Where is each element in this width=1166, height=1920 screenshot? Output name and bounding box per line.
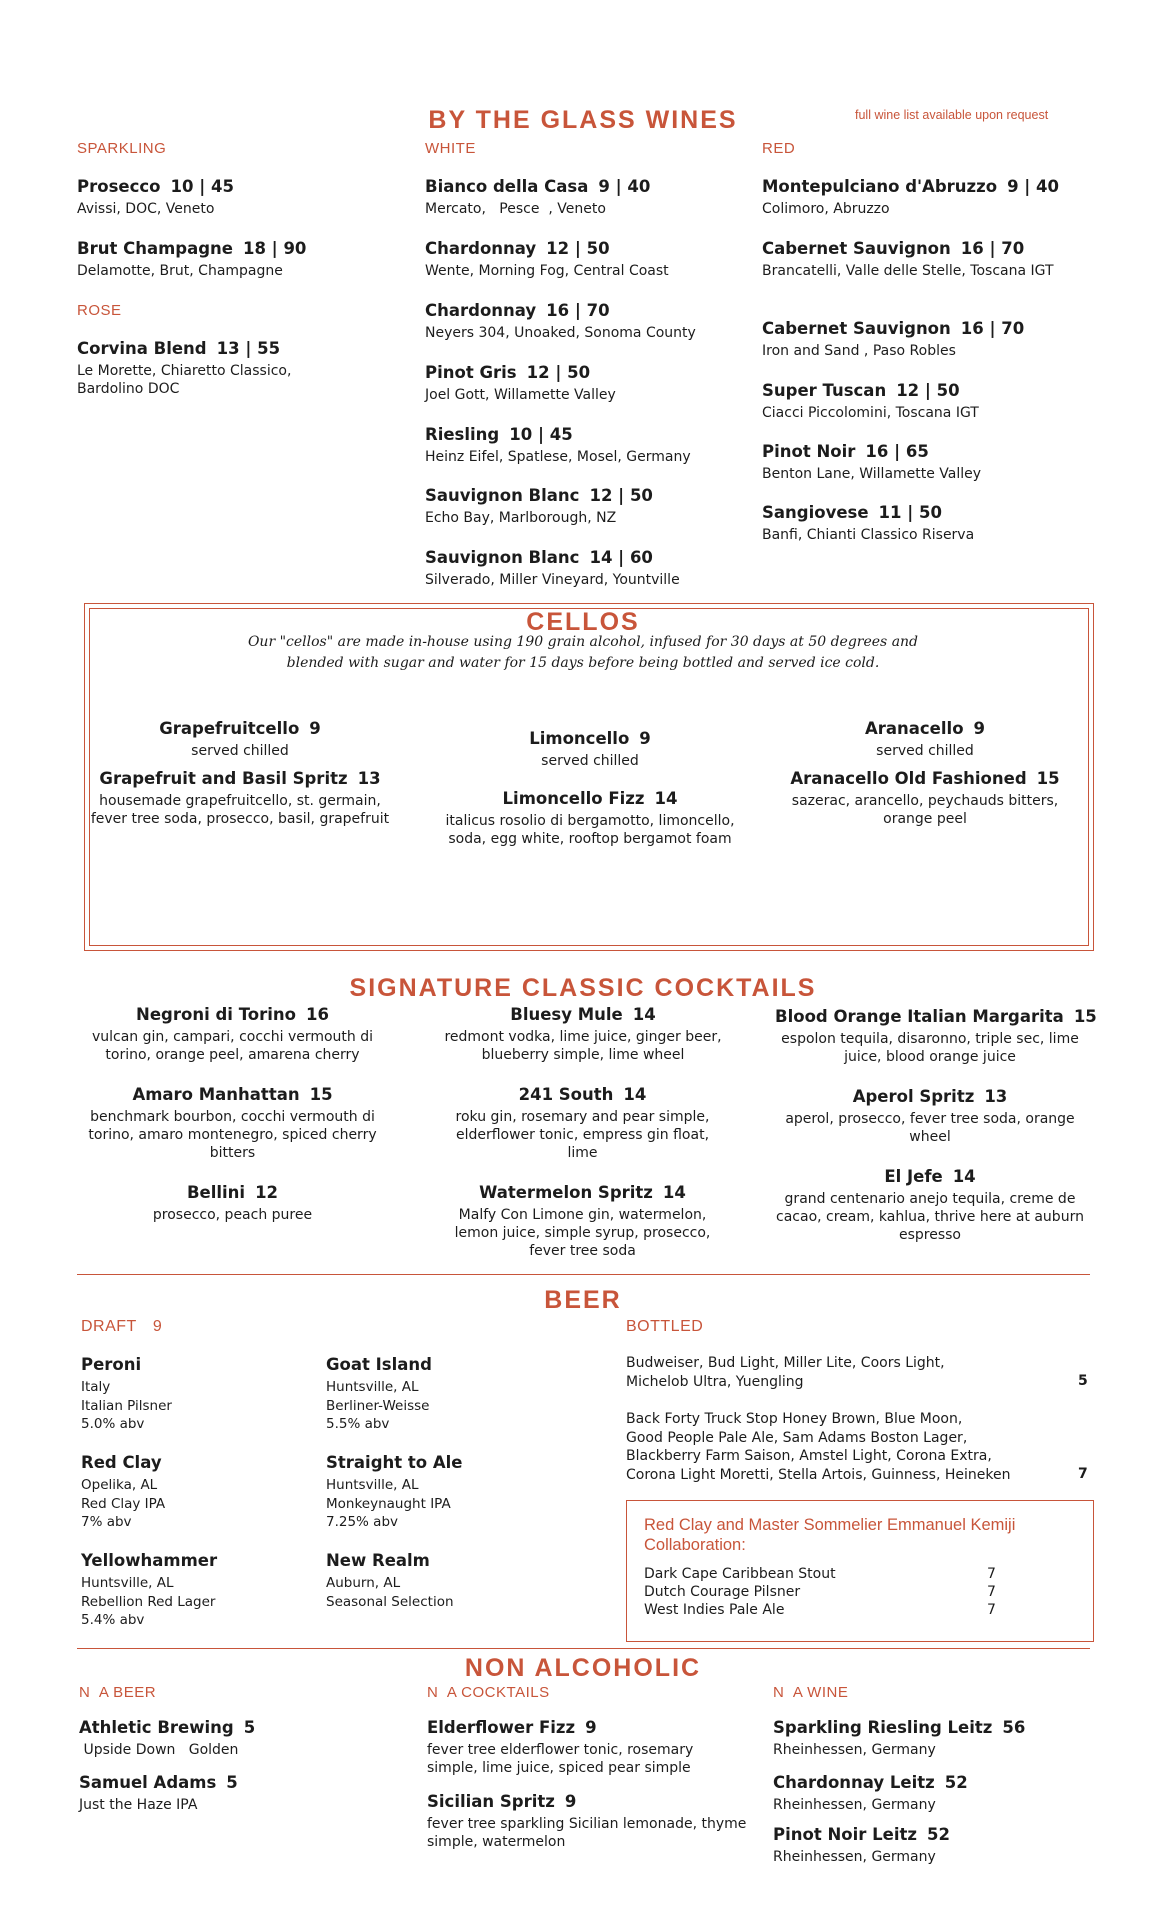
na-beer-item — [79, 1717, 379, 1759]
cocktail-desc: benchmark bourbon, cocchi vermouth di torino, amaro montenegro, spiced cherry bitters — [88, 1109, 377, 1161]
cocktail-price: 15 — [309, 1085, 333, 1104]
beer-origin: Huntsville, AL — [326, 1379, 419, 1395]
wine-item — [77, 238, 377, 280]
cello-name: Grapefruit and Basil Spritz — [99, 769, 348, 788]
cello-price: 9 — [973, 719, 986, 738]
cello-desc: served chilled — [191, 743, 289, 759]
wine-name: Bianco della Casa — [425, 177, 589, 196]
collab-item — [644, 1583, 1004, 1601]
wine-price: 14 | 60 — [589, 548, 653, 567]
wine-name: Sangiovese — [762, 503, 869, 522]
cellos-title: CELLOS — [526, 608, 640, 636]
wine-price: 18 | 90 — [242, 239, 307, 258]
wine-price: 9 | 40 — [598, 177, 651, 196]
na-cocktail-desc: fever tree sparkling Sicilian lemonade, thyme simple, watermelon — [427, 1816, 747, 1850]
wine-desc: Le Morette, Chiaretto Classico, Bardolino DOC — [77, 363, 292, 397]
wine-price: 13 | 55 — [216, 339, 281, 358]
divider-cocktails-beer — [77, 1274, 1090, 1275]
cello-item — [775, 718, 1075, 760]
draft-beer — [326, 1550, 546, 1611]
wine-desc: Iron and Sand , Paso Robles — [762, 343, 956, 359]
cocktail-item — [775, 1166, 1085, 1244]
na-wine-item — [773, 1772, 1093, 1814]
wine-desc: Mercato, Pesce , Veneto — [425, 201, 606, 217]
cocktail-item — [428, 1004, 738, 1064]
wine-desc: Joel Gott, Willamette Valley — [425, 387, 616, 403]
cocktail-name: Aperol Spritz — [852, 1087, 975, 1106]
beer-origin: Huntsville, AL — [326, 1477, 419, 1493]
wine-item — [77, 338, 347, 398]
wine-price: 16 | 70 — [546, 301, 610, 320]
cocktail-desc: prosecco, peach puree — [152, 1207, 313, 1223]
white-label: WHITE — [425, 140, 476, 157]
wine-price: 12 | 50 — [589, 486, 653, 505]
wine-name: Montepulciano d'Abruzzo — [762, 177, 998, 196]
bottled-group — [626, 1410, 1066, 1484]
beer-style: Berliner-Weisse — [326, 1397, 430, 1414]
wine-name: Cabernet Sauvignon — [762, 319, 951, 338]
draft-beer — [326, 1452, 546, 1532]
cocktail-price: 14 — [662, 1183, 686, 1202]
cello-desc: served chilled — [541, 753, 639, 769]
cocktail-item — [440, 1182, 725, 1260]
na-wine-price: 56 — [1002, 1718, 1026, 1737]
cocktail-name: Watermelon Spritz — [479, 1183, 653, 1202]
cocktail-name: Negroni di Torino — [136, 1005, 296, 1024]
wine-desc: Neyers 304, Unoaked, Sonoma County — [425, 325, 696, 341]
na-beer-price: 5 — [243, 1718, 256, 1737]
sparkling-label: SPARKLING — [77, 140, 167, 157]
beer-name: Peroni — [81, 1355, 142, 1374]
beer-abv: 5.0% abv — [81, 1416, 145, 1432]
na-cocktail-name: Sicilian Spritz — [427, 1792, 555, 1811]
beer-origin: Huntsville, AL — [81, 1575, 174, 1591]
collab-price: 7 — [987, 1566, 996, 1582]
beer-name: Goat Island — [326, 1355, 432, 1374]
wine-name: Riesling — [425, 425, 500, 444]
na-cocktail-price: 9 — [585, 1718, 597, 1737]
na-beer-item — [79, 1772, 379, 1814]
cello-item — [90, 718, 390, 760]
cocktail-price: 14 — [952, 1167, 976, 1186]
na-wine-price: 52 — [927, 1825, 950, 1844]
bottled-line: Blackberry Farm Saison, Amstel Light, Corona Extra, — [626, 1448, 992, 1464]
cocktail-item — [440, 1084, 725, 1162]
bottled-price: 7 — [1078, 1466, 1088, 1482]
wine-desc: Wente, Morning Fog, Central Coast — [425, 263, 669, 279]
wine-price: 12 | 50 — [526, 363, 591, 382]
cello-price: 14 — [654, 789, 678, 808]
bottled-line: Back Forty Truck Stop Honey Brown, Blue Moon, — [626, 1411, 963, 1427]
cocktail-name: El Jefe — [884, 1167, 943, 1186]
na-wine-item — [773, 1824, 1093, 1866]
cello-price: 15 — [1036, 769, 1060, 788]
wine-desc: Brancatelli, Valle delle Stelle, Toscana IGT — [762, 263, 1054, 279]
collab-item — [644, 1601, 1004, 1619]
na-wine-desc: Rheinhessen, Germany — [773, 1742, 936, 1758]
cocktail-item — [75, 1084, 390, 1162]
red-label: RED — [762, 140, 796, 157]
na-beer-price: 5 — [226, 1773, 238, 1792]
wine-item — [425, 362, 755, 404]
cello-item — [90, 768, 390, 828]
wine-desc: Banfi, Chianti Classico Riserva — [762, 527, 975, 543]
wine-item — [762, 441, 1082, 483]
wine-name: Cabernet Sauvignon — [762, 239, 951, 258]
cocktail-desc: roku gin, rosemary and pear simple, elderflower tonic, empress gin float, lime — [455, 1109, 710, 1161]
beer-name: Yellowhammer — [81, 1551, 218, 1570]
na-beer-desc: Just the Haze IPA — [79, 1797, 198, 1813]
beer-name: New Realm — [326, 1551, 430, 1570]
cocktail-price: 16 — [305, 1005, 329, 1024]
wine-item — [425, 176, 755, 218]
divider-beer-nonalc — [77, 1648, 1090, 1649]
wine-item — [762, 380, 1082, 422]
draft-price: 9 — [152, 1318, 163, 1335]
beer-abv: 5.4% abv — [81, 1612, 145, 1628]
wine-price: 12 | 50 — [546, 239, 610, 258]
draft-label — [81, 1318, 162, 1336]
cocktail-desc: grand centenario anejo tequila, creme de cacao, cream, kahlua, thrive here at auburn espresso — [776, 1191, 1084, 1243]
wine-name: Chardonnay — [425, 239, 537, 258]
beer-name: Straight to Ale — [326, 1453, 463, 1472]
wine-price: 16 | 70 — [960, 239, 1025, 258]
wine-price: 16 | 65 — [865, 442, 929, 461]
wine-price: 10 | 45 — [170, 177, 234, 196]
wine-item — [425, 300, 755, 342]
cocktail-desc: Malfy Con Limone gin, watermelon, lemon juice, simple syrup, prosecco, fever tree soda — [454, 1207, 711, 1259]
cocktail-item — [75, 1182, 390, 1224]
collab-name: West Indies Pale Ale — [644, 1602, 785, 1618]
wine-price: 12 | 50 — [896, 381, 960, 400]
na-wine-desc: Rheinhessen, Germany — [773, 1797, 936, 1813]
bottled-group — [626, 1354, 1056, 1391]
wine-name: Chardonnay — [425, 301, 537, 320]
bottled-price: 5 — [1078, 1373, 1088, 1389]
collab-title: Red Clay and Master Sommelier Emmanuel Kemiji Collaboration: — [644, 1516, 1016, 1554]
na-wine-desc: Rheinhessen, Germany — [773, 1849, 936, 1865]
cello-desc: housemade grapefruitcello, st. germain, fever tree soda, prosecco, basil, grapefruit — [90, 793, 390, 827]
draft-beer — [81, 1354, 301, 1434]
cocktail-price: 14 — [632, 1005, 656, 1024]
na-beer-label: N A BEER — [79, 1684, 157, 1701]
cocktail-desc: aperol, prosecco, fever tree soda, orange wheel — [785, 1111, 1075, 1145]
wine-desc: Ciacci Piccolomini, Toscana IGT — [762, 405, 979, 421]
draft-label-text: DRAFT — [81, 1318, 137, 1335]
wine-name: Sauvignon Blanc — [425, 486, 580, 505]
cocktail-item — [775, 1086, 1085, 1146]
cello-price: 9 — [639, 729, 651, 748]
beer-style: Seasonal Selection — [326, 1593, 454, 1610]
wine-item — [425, 238, 755, 280]
cocktail-item — [775, 1006, 1097, 1066]
na-cocktail-item — [427, 1791, 747, 1851]
cello-desc: served chilled — [876, 743, 974, 759]
wine-item — [762, 502, 1082, 544]
beer-style: Rebellion Red Lager — [81, 1593, 216, 1610]
cocktails-title: SIGNATURE CLASSIC COCKTAILS — [349, 974, 817, 1002]
draft-beer — [326, 1354, 546, 1434]
cello-price: 9 — [309, 719, 321, 738]
cello-item — [440, 728, 740, 770]
wine-desc: Heinz Eifel, Spatlese, Mosel, Germany — [425, 449, 691, 465]
draft-beer — [81, 1452, 301, 1532]
na-beer-name: Athletic Brewing — [79, 1718, 234, 1737]
collab-name: Dark Cape Caribbean Stout — [644, 1566, 836, 1582]
wine-name: Prosecco — [77, 177, 161, 196]
collab-price: 7 — [987, 1602, 996, 1618]
wine-name: Super Tuscan — [762, 381, 887, 400]
cello-item — [440, 788, 740, 848]
na-beer-name: Samuel Adams — [79, 1773, 217, 1792]
na-cocktail-price: 9 — [564, 1792, 577, 1811]
beer-style: Red Clay IPA — [81, 1495, 166, 1512]
wine-name: Brut Champagne — [77, 239, 233, 258]
cello-name: Aranacello — [864, 719, 964, 738]
cocktail-price: 12 — [255, 1183, 279, 1202]
na-wine-name: Sparkling Riesling Leitz — [773, 1718, 993, 1737]
rose-label: ROSE — [77, 302, 122, 319]
na-cocktail-name: Elderflower Fizz — [427, 1718, 576, 1737]
na-wine-label: N A WINE — [773, 1684, 849, 1701]
beer-origin: Italy — [81, 1379, 111, 1395]
draft-beer — [81, 1550, 301, 1630]
wine-item — [425, 547, 755, 589]
beer-title: BEER — [544, 1286, 622, 1314]
cocktail-name: Blood Orange Italian Margarita — [775, 1007, 1064, 1026]
cocktail-desc: redmont vodka, lime juice, ginger beer, blueberry simple, lime wheel — [444, 1029, 722, 1063]
cellos-intro: Our "cellos" are made in-house using 190 grain alcohol, infused for 30 days at 50 degrees and blended with sugar and water for 15 days before being bottled and served ice cold. — [247, 634, 919, 671]
collab-price: 7 — [987, 1584, 996, 1600]
wine-item — [762, 238, 1082, 280]
cello-price: 13 — [357, 769, 381, 788]
na-cocktail-desc: fever tree elderflower tonic, rosemary simple, lime juice, spiced pear simple — [427, 1742, 694, 1776]
beer-style: Monkeynaught IPA — [326, 1495, 451, 1512]
bottled-label: BOTTLED — [626, 1318, 704, 1335]
cello-name: Aranacello Old Fashioned — [790, 769, 1027, 788]
cocktail-desc: vulcan gin, campari, cocchi vermouth di torino, orange peel, amarena cherry — [91, 1029, 374, 1063]
na-wine-item — [773, 1717, 1093, 1759]
cello-item — [775, 768, 1075, 828]
wine-price: 16 | 70 — [960, 319, 1025, 338]
wine-name: Corvina Blend — [77, 339, 207, 358]
wine-item — [425, 485, 755, 527]
cocktail-item — [75, 1004, 390, 1064]
beer-origin: Opelika, AL — [81, 1477, 158, 1493]
cocktail-name: Bellini — [186, 1183, 246, 1202]
wine-desc: Delamotte, Brut, Champagne — [77, 263, 283, 279]
cocktail-name: Bluesy Mule — [510, 1005, 623, 1024]
na-wine-price: 52 — [944, 1773, 968, 1792]
nonalc-title: NON ALCOHOLIC — [464, 1654, 702, 1682]
bottled-line: Michelob Ultra, Yuengling — [626, 1373, 804, 1390]
wines-title: BY THE GLASS WINES — [428, 106, 738, 134]
wine-item — [762, 318, 1082, 360]
wine-name: Sauvignon Blanc — [425, 548, 580, 567]
wine-name: Pinot Gris — [425, 363, 517, 382]
wine-desc: Colimoro, Abruzzo — [762, 201, 890, 217]
wine-item — [762, 176, 1082, 218]
cocktail-price: 15 — [1073, 1007, 1097, 1026]
beer-abv: 7.25% abv — [326, 1514, 399, 1530]
beer-name: Red Clay — [81, 1453, 162, 1472]
na-wine-name: Chardonnay Leitz — [773, 1773, 935, 1792]
na-wine-name: Pinot Noir Leitz — [773, 1825, 917, 1844]
wine-desc: Echo Bay, Marlborough, NZ — [425, 510, 617, 526]
collab-name: Dutch Courage Pilsner — [644, 1584, 801, 1600]
wine-name: Pinot Noir — [762, 442, 856, 461]
beer-abv: 7% abv — [81, 1514, 132, 1530]
cello-name: Limoncello — [529, 729, 630, 748]
cello-desc: italicus rosolio di bergamotto, limoncello, soda, egg white, rooftop bergamot foam — [445, 813, 735, 847]
cocktail-name: Amaro Manhattan — [132, 1085, 300, 1104]
cello-name: Grapefruitcello — [159, 719, 300, 738]
beer-origin: Auburn, AL — [326, 1575, 401, 1591]
beer-style: Italian Pilsner — [81, 1397, 172, 1414]
cocktail-name: 241 South — [518, 1085, 614, 1104]
cello-desc: sazerac, arancello, peychauds bitters, orange peel — [791, 793, 1059, 827]
collab-item — [644, 1565, 1004, 1583]
beer-abv: 5.5% abv — [326, 1416, 390, 1432]
wine-desc: Benton Lane, Willamette Valley — [762, 466, 982, 482]
na-cocktail-item — [427, 1717, 747, 1777]
wine-desc: Avissi, DOC, Veneto — [77, 201, 215, 217]
bottled-line: Good People Pale Ale, Sam Adams Boston Lager, — [626, 1429, 968, 1446]
bottled-line: Budweiser, Bud Light, Miller Lite, Coors Light, — [626, 1355, 945, 1371]
wine-item — [425, 424, 755, 466]
wine-price: 10 | 45 — [509, 425, 573, 444]
na-beer-desc: Upside Down Golden — [79, 1742, 239, 1758]
cocktail-desc: espolon tequila, disaronno, triple sec, lime juice, blood orange juice — [781, 1031, 1079, 1065]
bottled-line: Corona Light Moretti, Stella Artois, Guinness, Heineken — [626, 1466, 1011, 1483]
cocktail-price: 13 — [984, 1087, 1008, 1106]
wine-list-note: full wine list available upon request — [855, 108, 1049, 122]
wine-item — [77, 176, 377, 218]
na-cocktails-label: N A COCKTAILS — [427, 1684, 550, 1701]
wine-desc: Silverado, Miller Vineyard, Yountville — [425, 572, 680, 588]
cello-name: Limoncello Fizz — [502, 789, 645, 808]
wine-price: 9 | 40 — [1007, 177, 1060, 196]
cocktail-price: 14 — [623, 1085, 647, 1104]
wine-price: 11 | 50 — [878, 503, 942, 522]
